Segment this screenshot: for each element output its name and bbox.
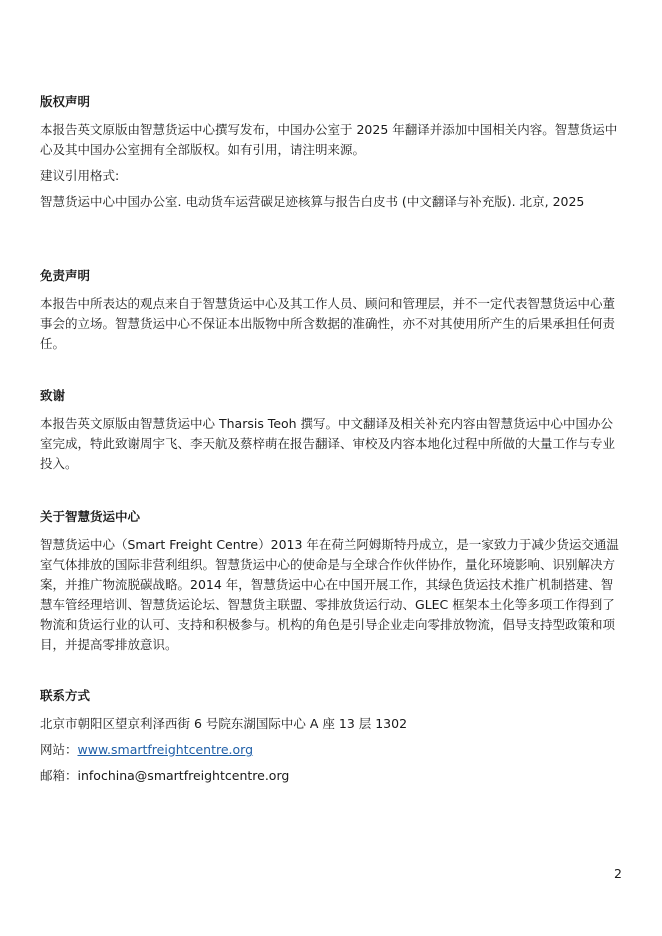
- copyright-paragraph: 本报告英文原版由智慧货运中心撰写发布，中国办公室于 2025 年翻译并添加中国相关内容。智慧货运中心及其中国办公室拥有全部版权。如有引用，请注明来源。: [40, 122, 618, 157]
- contact-heading: 联系方式: [40, 688, 91, 703]
- about-section: [40, 509, 620, 661]
- acknowledgement-paragraph: 本报告英文原版由智慧货运中心 Tharsis Teoh 撰写。中文翻译及相关补充内容由智慧货运中心中国办公室完成，特此致谢周宇飞、李天航及蔡梓萌在报告翻译、审校及内容本地化过程中所做的大量工作与专业投入。: [40, 416, 616, 471]
- copyright-section: [40, 94, 620, 218]
- contact-email-line: [40, 766, 620, 786]
- website-label: 网站：: [40, 742, 78, 757]
- about-paragraph: 智慧货运中心（Smart Freight Centre）2013 年在荷兰阿姆斯特丹成立，是一家致力于减少货运交通温室气体排放的国际非营利组织。智慧货运中心的使命是与全球合作伙伴协作，量化环境影响、识别解决方案，并推广物流脱碳战略。2014 年，智慧货运中心在中国开展工作，其绿色货运技术推广机制搭建、智慧车管经理培训、智慧货运论坛、智慧货主联盟、零排放货运行动、GLEC 框架本土化等多项工作得到了物流和货运行业的认可、支持和积极参与。机构的角色是引导企业走向零排放物流，倡导支持型政策和项目，并提高零排放意识。: [40, 537, 619, 652]
- disclaimer-paragraph: 本报告中所表达的观点来自于智慧货运中心及其工作人员、顾问和管理层，并不一定代表智慧货运中心董事会的立场。智慧货运中心不保证本出版物中所含数据的准确性，亦不对其使用所产生的后果承担任何责任。: [40, 296, 616, 351]
- email-address: infochina@smartfreightcentre.org: [77, 768, 290, 783]
- page-number: 2: [614, 866, 622, 881]
- citation-text: 智慧货运中心中国办公室. 电动货车运营碳足迹核算与报告白皮书 (中文翻译与补充版). 北京, 2025: [40, 194, 585, 209]
- website-link[interactable]: www.smartfreightcentre.org: [77, 742, 254, 757]
- acknowledgement-section: [40, 388, 620, 480]
- contact-address: 北京市朝阳区望京利泽西街 6 号院东湖国际中心 A 座 13 层 1302: [40, 716, 408, 731]
- copyright-heading: 版权声明: [40, 94, 91, 109]
- disclaimer-section: [40, 268, 620, 360]
- email-label: 邮箱：: [40, 768, 78, 783]
- disclaimer-heading: 免责声明: [40, 268, 91, 283]
- contact-website-line: [40, 740, 620, 760]
- contact-section: [40, 688, 620, 792]
- acknowledgement-heading: 致谢: [40, 388, 66, 403]
- about-heading: 关于智慧货运中心: [40, 509, 141, 524]
- citation-label: 建议引用格式:: [40, 168, 120, 183]
